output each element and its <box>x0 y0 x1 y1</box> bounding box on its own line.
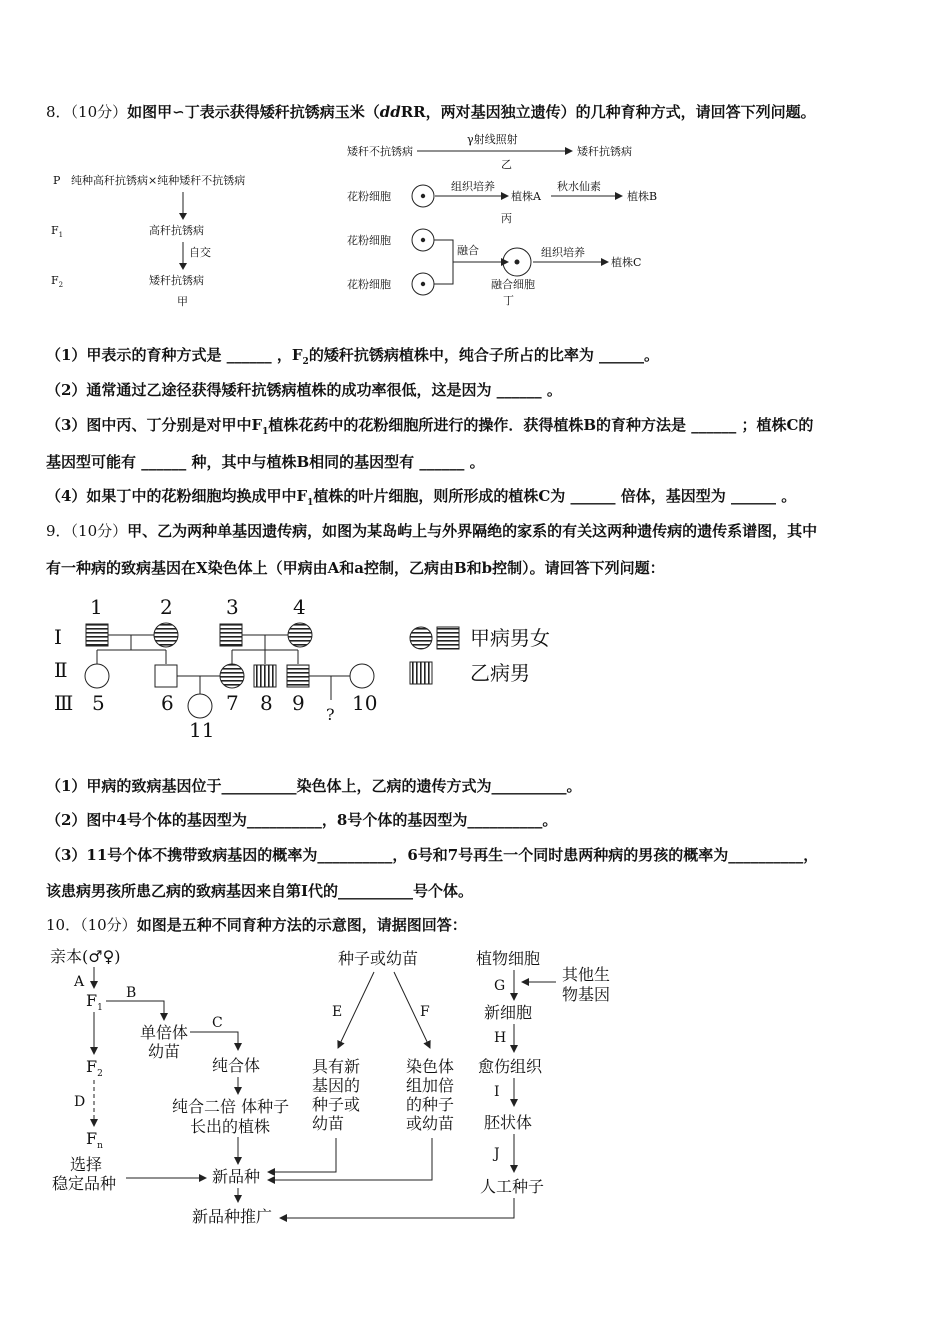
q9-stem-line2: 有一种病的致病基因在X染色体上（甲病由A和a控制，乙病由B和b控制）。请回答下列问题： <box>46 559 665 577</box>
individual-11-female <box>188 694 212 718</box>
diagram-yi-bing-ding <box>345 130 685 310</box>
legend-yi-label: 乙病男 <box>470 661 530 685</box>
ding-cell1-nucleus <box>421 238 425 242</box>
flow-arrow-newgene <box>268 1138 336 1172</box>
id-9: 9 <box>292 691 305 715</box>
id-3: 3 <box>226 595 239 619</box>
flow-polyploid-1: 染色体 <box>406 1057 455 1076</box>
jia-self-label: 自交 <box>189 246 211 259</box>
bing-mid: 植株A <box>511 190 541 203</box>
individual-8-male-yi <box>254 665 276 687</box>
flow-new-variety: 新品种 <box>212 1167 261 1186</box>
flow-othergene-1: 其他生 <box>562 965 611 984</box>
q8-stem <box>46 101 816 122</box>
legend-jia-label: 甲病男女 <box>470 626 550 650</box>
flow-newgene-1: 具有新 <box>312 1057 361 1076</box>
flow-select-2: 稳定品种 <box>52 1174 117 1193</box>
flow-polyploid-3: 的种子 <box>406 1095 455 1114</box>
yi-name: 乙 <box>501 158 512 171</box>
bing-process2: 秋水仙素 <box>557 180 601 193</box>
flow-arrow-artseed <box>280 1198 514 1218</box>
jia-f1-text: 高秆抗锈病 <box>149 224 204 237</box>
jia-arrowhead-2 <box>179 263 187 270</box>
flow-arrow-C <box>190 1032 238 1050</box>
q8-sub4: （4）如果丁中的花粉细胞均换成甲中$F_1$植株的叶片细胞，则所形成的植株C为 ______ 倍体，基因型为 ______ 。 <box>46 487 797 508</box>
flow-new-cell: 新细胞 <box>484 1003 533 1022</box>
flow-arrow-B <box>106 1001 164 1020</box>
flow-Fn: $F_n$ <box>86 1129 103 1151</box>
flow-promote: 新品种推广 <box>192 1207 273 1226</box>
q10-number: 10． <box>46 916 81 934</box>
flow-homozygote: 纯合体 <box>212 1056 261 1075</box>
flow-embryoid: 胚状体 <box>484 1113 533 1132</box>
ding-bracket <box>434 240 453 284</box>
flow-parent: 亲本(♂♀) <box>50 947 121 966</box>
flow-newgene-3: 种子或 <box>312 1095 361 1114</box>
flow-label-E: E <box>332 1004 343 1020</box>
pedigree-chart <box>48 592 588 742</box>
individual-7-female-jia <box>220 664 244 688</box>
legend-yi-male-symbol <box>410 662 432 684</box>
flow-othergene-2: 物基因 <box>562 985 611 1004</box>
ding-cell2: 花粉细胞 <box>347 278 391 291</box>
ding-arrowhead1 <box>501 258 509 266</box>
jia-p-label: P <box>53 174 61 187</box>
individual-3-male-jia <box>220 624 242 646</box>
flow-label-H: H <box>494 1030 507 1046</box>
jia-f1-label: $F_1$ <box>51 224 64 239</box>
ding-end: 植株C <box>611 256 642 269</box>
id-1: 1 <box>90 595 103 619</box>
flow-F1: $F_1$ <box>86 991 103 1013</box>
q8-stem-a: 如图甲∽丁表示获得矮秆抗锈病玉米（ <box>127 103 380 121</box>
flow-label-A: A <box>74 974 85 990</box>
jia-f2-text: 矮秆抗锈病 <box>149 274 204 287</box>
flow-newgene-2: 基因的 <box>312 1076 361 1095</box>
flow-arrow-polyploid <box>268 1138 432 1180</box>
legend-jia-female-symbol <box>410 627 432 649</box>
flow-label-I: I <box>494 1084 500 1100</box>
ding-fused: 融合细胞 <box>491 278 535 291</box>
yi-to: 矮秆抗锈病 <box>577 145 632 158</box>
q8-stem-b: RR，两对基因独立遗传）的几种育种方式，请回答下列问题。 <box>400 103 816 121</box>
q8-score: （10分） <box>70 103 128 121</box>
flow-label-C: C <box>212 1015 223 1031</box>
q9-score: （10分） <box>70 522 128 540</box>
bing-arrowhead2 <box>615 192 623 200</box>
individual-5-female <box>85 664 109 688</box>
gen-2-label: Ⅱ <box>54 658 68 682</box>
q8-stem-genotype: dd <box>379 103 401 121</box>
jia-name: 甲 <box>177 295 188 308</box>
ding-fuse: 融合 <box>457 244 479 257</box>
flow-seed: 种子或幼苗 <box>338 949 419 968</box>
flow-label-B: B <box>126 985 137 1001</box>
q10-stem <box>46 914 467 935</box>
flow-label-J: J <box>494 1146 500 1162</box>
bing-arrowhead1 <box>501 192 509 200</box>
q10-score: （10分） <box>80 916 137 934</box>
flow-select-1: 选择 <box>70 1155 103 1174</box>
flow-diploid-1: 纯合二倍 体种子 <box>172 1097 290 1116</box>
jia-p-cross: 纯种高秆抗锈病×纯种矮秆不抗锈病 <box>71 174 246 187</box>
individual-4-female-jia <box>288 623 312 647</box>
flow-polyploid-2: 组加倍 <box>406 1076 455 1095</box>
bing-end: 植株B <box>627 190 658 203</box>
q9-sub2: （2）图中4号个体的基因型为__________，8号个体的基因型为__________。 <box>46 811 558 829</box>
bing-name: 丙 <box>501 212 512 225</box>
flow-plant-cell: 植物细胞 <box>476 949 541 968</box>
q8-sub3: （3）图中丙、丁分别是对甲中$F_1$植株花药中的花粉细胞所进行的操作．获得植株B的育种方法是 ______ ；植株C的 <box>46 416 814 437</box>
yi-process: γ射线照射 <box>467 133 518 146</box>
individual-1-male-jia <box>86 624 108 646</box>
individual-9-male-jia <box>287 665 309 687</box>
gen-3-label: Ⅲ <box>54 691 74 715</box>
jia-f2-label: $F_2$ <box>51 274 64 289</box>
flow-label-F: F <box>420 1004 430 1020</box>
q8-number: 8． <box>46 103 71 121</box>
diagram-jia <box>45 160 315 310</box>
q8-sub1: （1）甲表示的育种方式是 ______ ，$F_2$的矮秆抗锈病植株中，纯合子所占的比率为 ______。 <box>46 346 660 367</box>
individual-6-male <box>155 665 177 687</box>
flow-label-G: G <box>494 978 506 994</box>
q8-sub3-cont: 基因型可能有 ______ 种，其中与植株B相同的基因型有 ______ 。 <box>46 453 485 471</box>
flow-haploid-1: 单倍体 <box>140 1023 189 1042</box>
individual-10-female <box>350 664 374 688</box>
bing-cell-nucleus <box>421 194 425 198</box>
individual-2-female-jia <box>154 623 178 647</box>
q9-number: 9． <box>46 522 71 540</box>
id-4: 4 <box>293 595 306 619</box>
ding-cell1: 花粉细胞 <box>347 234 391 247</box>
flow-label-D: D <box>74 1094 86 1110</box>
q9-stem-line1 <box>46 520 817 541</box>
flow-F2: $F_2$ <box>86 1057 103 1079</box>
id-8: 8 <box>260 691 273 715</box>
id-11: 11 <box>189 718 215 742</box>
jia-arrowhead-1 <box>179 213 187 220</box>
unknown-child: ? <box>326 705 335 724</box>
flow-arrow-E <box>338 972 374 1048</box>
q9-stem1: 甲、乙为两种单基因遗传病，如图为某岛屿上与外界隔绝的家系的有关这两种遗传病的遗传系谱图，其中 <box>127 522 818 540</box>
gen-1-label: Ⅰ <box>54 625 62 649</box>
id-2: 2 <box>160 595 173 619</box>
id-5: 5 <box>92 691 105 715</box>
q10-stem-text: 如图是五种不同育种方法的示意图，请据图回答： <box>136 916 467 934</box>
flow-callus: 愈伤组织 <box>478 1057 543 1076</box>
q8-sub2: （2）通常通过乙途径获得矮秆抗锈病植株的成功率很低，这是因为 ______ 。 <box>46 381 562 399</box>
flow-polyploid-4: 或幼苗 <box>406 1114 455 1133</box>
yi-arrowhead <box>565 147 573 155</box>
flow-artificial-seed: 人工种子 <box>480 1177 545 1196</box>
id-10: 10 <box>352 691 378 715</box>
ding-cell2-nucleus <box>421 282 425 286</box>
id-6: 6 <box>161 691 174 715</box>
flow-diploid-2: 长出的植株 <box>190 1117 271 1136</box>
bing-process1: 组织培养 <box>451 180 495 193</box>
flow-haploid-2: 幼苗 <box>148 1042 181 1061</box>
q9-sub3-cont: 该患病男孩所患乙病的致病基因来自第Ⅰ代的__________号个体。 <box>46 882 474 900</box>
ding-fused-nucleus <box>515 260 520 265</box>
id-7: 7 <box>226 691 239 715</box>
flow-newgene-4: 幼苗 <box>312 1114 345 1133</box>
yi-from: 矮秆不抗锈病 <box>347 145 413 158</box>
breeding-flowchart <box>40 940 640 1240</box>
q9-sub1: （1）甲病的致病基因位于__________染色体上，乙病的遗传方式为__________。 <box>46 777 582 795</box>
bing-cell: 花粉细胞 <box>347 190 391 203</box>
ding-name: 丁 <box>503 294 514 307</box>
ding-arrowhead2 <box>601 258 609 266</box>
ding-process: 组织培养 <box>541 246 585 259</box>
q9-sub3: （3）11号个体不携带致病基因的概率为__________，6号和7号再生一个同时患两种病的男孩的概率为__________， <box>46 846 819 864</box>
legend-jia-male-symbol <box>437 627 459 649</box>
